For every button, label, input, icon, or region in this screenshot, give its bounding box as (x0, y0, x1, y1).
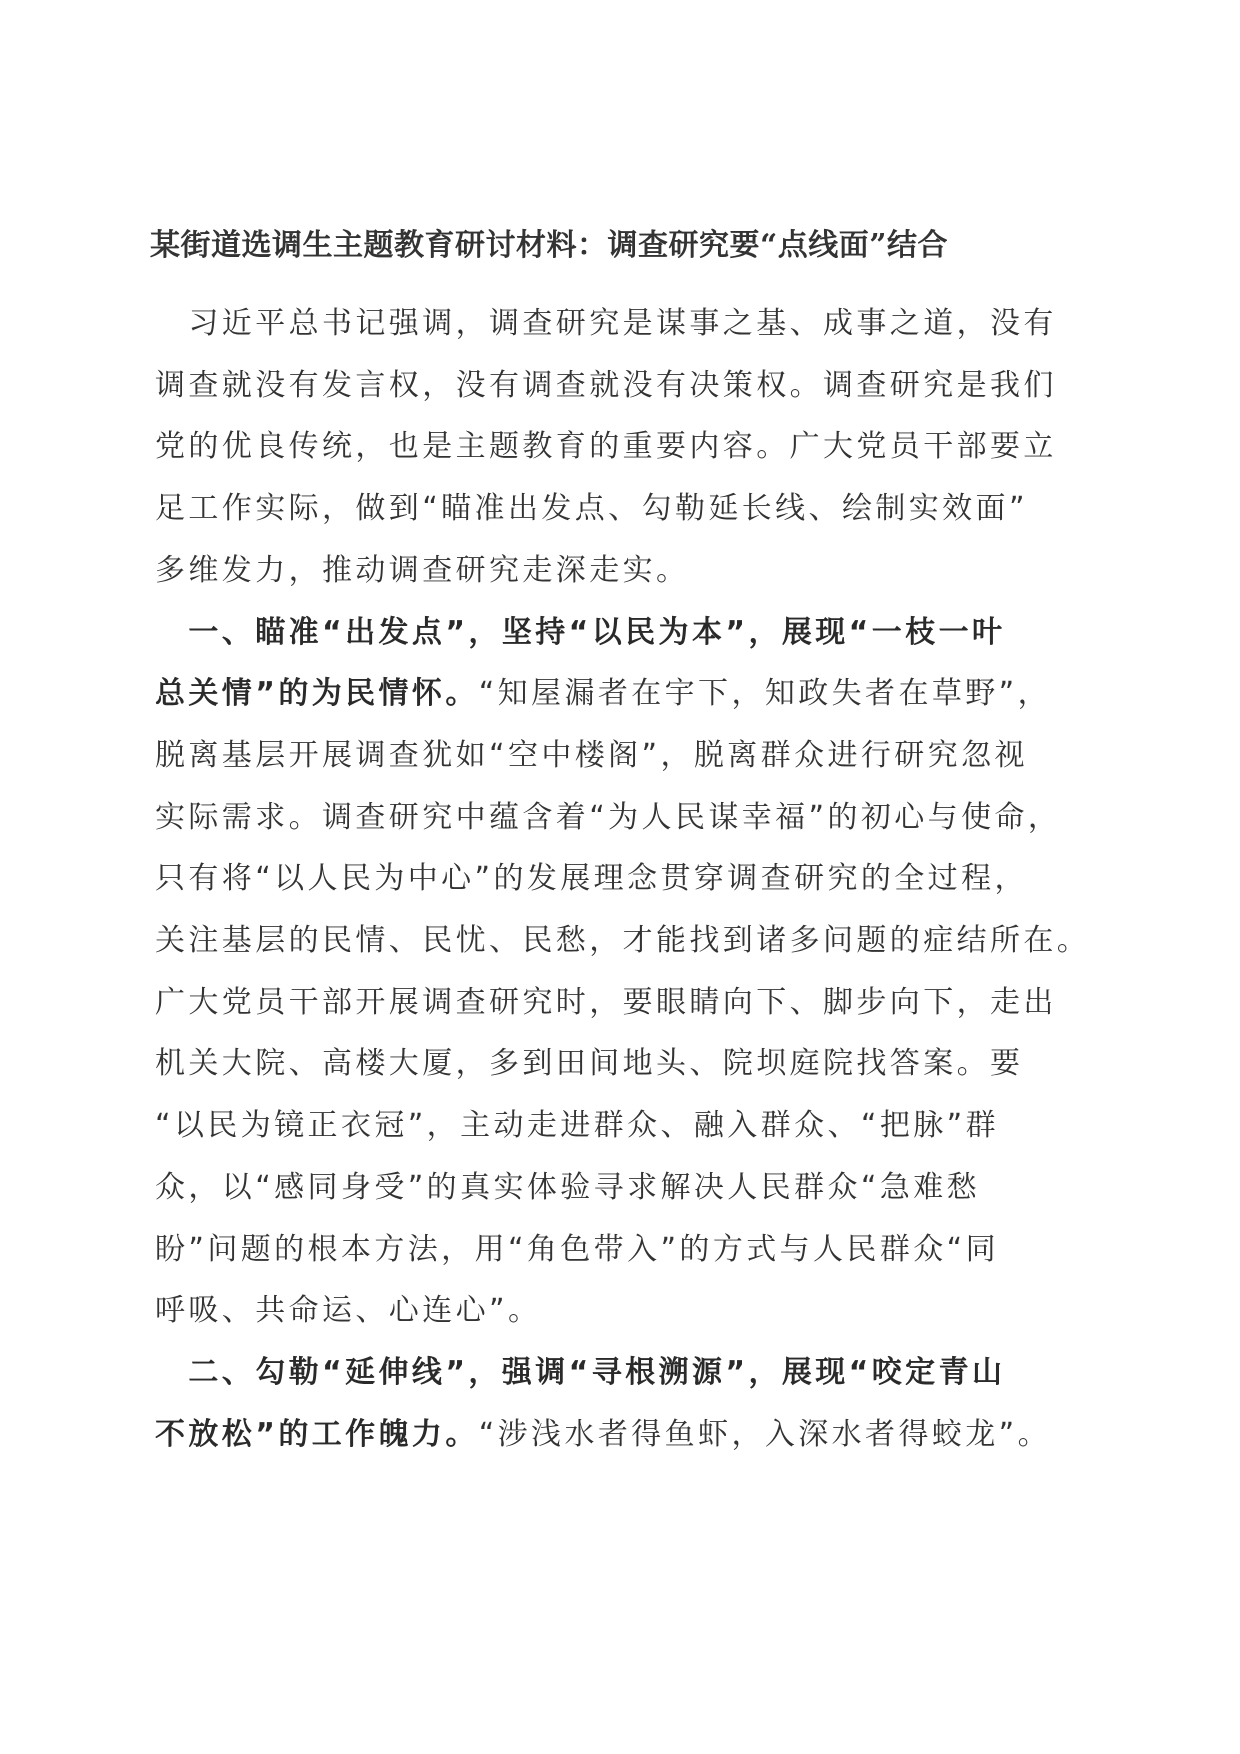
paragraph-text: “涉浅水者得鱼虾，入深水者得蛟龙”。 (478, 1416, 1052, 1452)
paragraph-text: 机关大院、高楼大厦，多到田间地头、院坝庭院找答案。要 (155, 1046, 1024, 1082)
paragraph-text: 呼吸、共命运、心连心”。 (155, 1293, 542, 1329)
paragraph-text: 党的优良传统，也是主题教育的重要内容。广大党员干部要立 (155, 429, 1057, 465)
paragraph-text: 脱离基层开展调查犹如“空中楼阁”，脱离群众进行研究忽视 (155, 737, 1028, 773)
text-line (155, 293, 1095, 355)
text-line (155, 540, 1095, 602)
text-line (155, 1095, 1095, 1157)
text-line (155, 416, 1095, 478)
heading-text: 总关情”的为民情怀。 (155, 676, 479, 712)
text-line (155, 1219, 1095, 1281)
text-line (155, 725, 1095, 787)
text-line (155, 1342, 1095, 1404)
text-line (155, 663, 1095, 725)
paragraph-text: 多维发力，推动调查研究走深走实。 (155, 552, 690, 588)
paragraph-text: 广大党员干部开展调查研究时，要眼睛向下、脚步向下，走出 (155, 984, 1057, 1020)
paragraph-text: “以民为镜正衣冠”，主动走进群众、融入群众、“把脉”群 (155, 1108, 999, 1144)
text-line (155, 355, 1095, 417)
heading-text: 一、瞄准“出发点”，坚持“以民为本”，展现“一枝一叶 (155, 614, 1006, 650)
paragraph-text: 调查就没有发言权，没有调查就没有决策权。调查研究是我们 (155, 367, 1057, 403)
text-line (155, 1033, 1095, 1095)
text-line (155, 848, 1095, 910)
paragraph-text: “知屋漏者在宇下，知政失者在草野”， (478, 676, 1052, 712)
paragraph-text: 众，以“感同身受”的真实体验寻求解决人民群众“急难愁 (155, 1169, 981, 1205)
paragraph-text: 实际需求。调查研究中蕴含着“为人民谋幸福”的初心与使命， (155, 799, 1062, 835)
paragraph-text: 足工作实际，做到“瞄准出发点、勾勒延长线、绘制实效面” (155, 491, 1028, 527)
text-line (155, 1157, 1095, 1219)
text-line (155, 972, 1095, 1034)
text-line (155, 478, 1095, 540)
document-body (155, 293, 1095, 1465)
text-line (155, 910, 1095, 972)
paragraph-text: 关注基层的民情、民忧、民愁，才能找到诸多问题的症结所在。 (155, 923, 1091, 959)
document-title: 某街道选调生主题教育研讨材料：调查研究要“点线面”结合 (150, 228, 949, 263)
paragraph-text: 只有将“以人民为中心”的发展理念贯穿调查研究的全过程， (155, 861, 1028, 897)
text-line (155, 1404, 1095, 1466)
text-line (155, 1280, 1095, 1342)
text-line (155, 602, 1095, 664)
paragraph-text: 盼”问题的根本方法，用“角色带入”的方式与人民群众“同 (155, 1231, 999, 1267)
heading-text: 不放松”的工作魄力。 (155, 1416, 479, 1452)
paragraph-text: 习近平总书记强调，调查研究是谋事之基、成事之道，没有 (155, 306, 1057, 341)
text-line (155, 787, 1095, 849)
heading-text: 二、勾勒“延伸线”，强调“寻根溯源”，展现“咬定青山 (155, 1354, 1006, 1390)
